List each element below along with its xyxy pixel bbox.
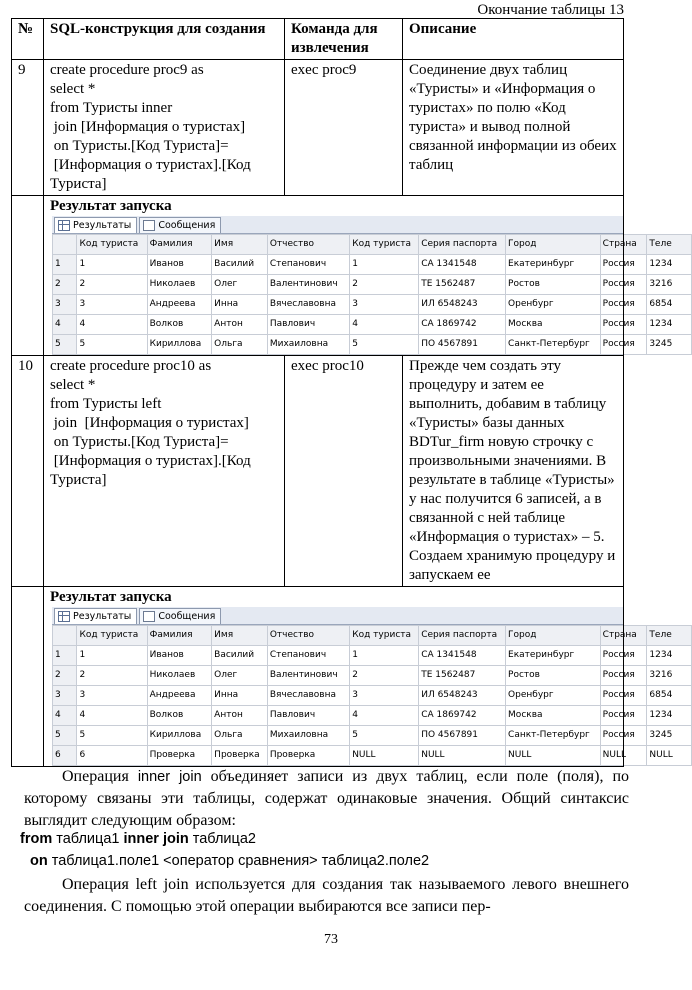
grid-cell[interactable]: 4: [350, 315, 419, 335]
tab-results[interactable]: [54, 608, 137, 624]
grid-cell[interactable]: 4: [350, 706, 419, 726]
grid-column-header[interactable]: Серия паспорта: [419, 235, 506, 255]
header-row: [12, 19, 624, 60]
grid-row[interactable]: [53, 295, 692, 315]
grid-cell[interactable]: Антон: [212, 706, 268, 726]
sql-code: [44, 356, 285, 587]
header-description: Описание: [403, 19, 624, 60]
grid-cell[interactable]: 1: [77, 646, 147, 666]
grid-cell[interactable]: NULL: [600, 746, 647, 766]
code-line: Туриста]: [50, 472, 107, 488]
grid-column-header[interactable]: Страна: [600, 626, 647, 646]
text: таблица1.поле1 <оператор сравнения> таблица2.поле2: [47, 853, 430, 869]
keyword: inner join: [123, 831, 189, 847]
grid-row[interactable]: [53, 255, 692, 275]
page-number: 73: [324, 932, 338, 947]
text: используется для создания так называемого левого внешнего соединения. С помощью этой операции выбираются все записи пер-: [24, 876, 630, 915]
procedures-table: [11, 18, 673, 767]
grid-cell[interactable]: Инна: [212, 686, 268, 706]
grid-cell[interactable]: Россия: [600, 706, 647, 726]
grid-cell[interactable]: ПО 4567891: [419, 335, 506, 355]
grid-cell[interactable]: 1234: [647, 646, 692, 666]
grid-cell[interactable]: ИЛ 6548243: [419, 686, 506, 706]
tab-messages[interactable]: [139, 217, 221, 233]
grid-cell[interactable]: 1: [350, 255, 419, 275]
grid-cell[interactable]: 6: [77, 746, 147, 766]
grid-cell[interactable]: 2: [350, 275, 419, 295]
grid-cell[interactable]: 2: [77, 666, 147, 686]
table-caption: Окончание таблицы 13: [477, 2, 624, 18]
grid-column-header[interactable]: Фамилия: [147, 235, 212, 255]
grid-cell[interactable]: 2: [350, 666, 419, 686]
results-grid: [52, 234, 692, 355]
exec-command: exec proc10: [285, 356, 403, 587]
grid-cell[interactable]: Москва: [506, 315, 601, 335]
result-cell: [44, 587, 673, 767]
grid-row[interactable]: [53, 686, 692, 706]
grid-row-number[interactable]: 2: [53, 666, 77, 686]
grid-cell[interactable]: 3: [350, 295, 419, 315]
grid-cell[interactable]: Россия: [600, 335, 647, 355]
grid-column-header[interactable]: Страна: [600, 235, 647, 255]
grid-cell[interactable]: Екатеринбург: [506, 646, 601, 666]
inline-code: left join: [135, 876, 189, 893]
grid-cell[interactable]: 6854: [647, 686, 692, 706]
grid-column-header[interactable]: Город: [506, 626, 601, 646]
grid-cell[interactable]: Василий: [212, 646, 268, 666]
description: Прежде чем создать эту процедуру и затем ее выполнить, добавим в таблицу «Туристы» базы данных BDTur_firm новую строчку с произвольными значениями. В результате в таблице «Туристы» у нас получится 6 записей, а в связанной с ней таблице «Информация о туристах» – 5. Создаем хранимую процедуру и запускаем ее: [403, 356, 624, 587]
grid-cell[interactable]: Волков: [147, 315, 212, 335]
grid-cell[interactable]: Россия: [600, 726, 647, 746]
grid-cell[interactable]: Вячеславовна: [267, 686, 349, 706]
grid-row-number[interactable]: 4: [53, 706, 77, 726]
grid-row-number[interactable]: 5: [53, 335, 77, 355]
grid-cell[interactable]: ПО 4567891: [419, 726, 506, 746]
grid-cell[interactable]: Проверка: [212, 746, 268, 766]
grid-cell[interactable]: Инна: [212, 295, 268, 315]
grid-column-header[interactable]: Теле: [647, 626, 692, 646]
grid-cell[interactable]: NULL: [350, 746, 419, 766]
grid-cell[interactable]: Проверка: [147, 746, 212, 766]
grid-cell[interactable]: Василий: [212, 255, 268, 275]
result-title: Результат запуска: [50, 589, 172, 605]
grid-row[interactable]: [53, 726, 692, 746]
grid-column-header[interactable]: Отчество: [267, 626, 349, 646]
tab-results[interactable]: [54, 217, 137, 233]
grid-cell[interactable]: 5: [77, 335, 147, 355]
grid-row-number[interactable]: 2: [53, 275, 77, 295]
grid-cell[interactable]: Россия: [600, 255, 647, 275]
grid-cell[interactable]: ТЕ 1562487: [419, 275, 506, 295]
grid-cell[interactable]: ТЕ 1562487: [419, 666, 506, 686]
grid-cell[interactable]: 3245: [647, 726, 692, 746]
grid-column-header[interactable]: Код туриста: [77, 235, 147, 255]
grid-cell[interactable]: Ольга: [212, 335, 268, 355]
code-line: join [Информация о туристах]: [50, 415, 249, 431]
grid-cell[interactable]: Волков: [147, 706, 212, 726]
grid-cell[interactable]: 3216: [647, 666, 692, 686]
grid-cell[interactable]: 3: [77, 686, 147, 706]
grid-row[interactable]: [53, 646, 692, 666]
code-line: create procedure proc9 as: [50, 62, 204, 78]
grid-cell[interactable]: Михаиловна: [267, 335, 349, 355]
keyword: from: [20, 831, 53, 847]
grid-column-header[interactable]: Код туриста: [77, 626, 147, 646]
grid-row[interactable]: [53, 335, 692, 355]
grid-row-number[interactable]: 1: [53, 255, 77, 275]
grid-column-header[interactable]: [53, 626, 77, 646]
grid-cell[interactable]: СА 1869742: [419, 315, 506, 335]
text: таблица2: [188, 831, 256, 847]
code-line: on Туристы.[Код Туриста]=: [50, 138, 229, 154]
exec-command: exec proc9: [285, 60, 403, 196]
grid-column-header[interactable]: Код туриста: [350, 235, 419, 255]
grid-cell[interactable]: Россия: [600, 295, 647, 315]
grid-row[interactable]: [53, 275, 692, 295]
table-row: [12, 356, 624, 587]
grid-icon: [58, 220, 70, 231]
code-line: Туриста]: [50, 176, 107, 192]
grid-cell[interactable]: Оренбург: [506, 686, 601, 706]
grid-column-header[interactable]: Имя: [212, 235, 268, 255]
grid-cell[interactable]: 6854: [647, 295, 692, 315]
grid-cell[interactable]: Ольга: [212, 726, 268, 746]
results-pane: [52, 216, 673, 355]
grid-cell[interactable]: Олег: [212, 275, 268, 295]
grid-cell[interactable]: Андреева: [147, 686, 212, 706]
results-pane: [52, 607, 673, 766]
grid-cell[interactable]: Михаиловна: [267, 726, 349, 746]
header-command: Команда для извлечения: [285, 19, 403, 60]
grid-cell[interactable]: Иванов: [147, 646, 212, 666]
tab-results-label: Результаты: [73, 220, 132, 231]
grid-cell[interactable]: 1234: [647, 706, 692, 726]
paragraph-inner-join: [24, 766, 629, 832]
sql-code: [44, 60, 285, 196]
grid-row-number[interactable]: 3: [53, 686, 77, 706]
grid-row[interactable]: [53, 315, 692, 335]
result-row: [12, 587, 624, 767]
grid-cell[interactable]: 5: [77, 726, 147, 746]
grid-cell[interactable]: 1: [77, 255, 147, 275]
tab-messages[interactable]: [139, 608, 221, 624]
tab-messages-label: Сообщения: [158, 611, 216, 622]
header-number: №: [12, 19, 44, 60]
grid-cell[interactable]: Степанович: [267, 646, 349, 666]
grid-cell[interactable]: Валентинович: [267, 275, 349, 295]
syntax-line-from: [20, 831, 256, 847]
grid-cell[interactable]: Павлович: [267, 706, 349, 726]
grid-cell[interactable]: Екатеринбург: [506, 255, 601, 275]
grid-cell[interactable]: Оренбург: [506, 295, 601, 315]
grid-row-number[interactable]: 6: [53, 746, 77, 766]
grid-cell[interactable]: 4: [77, 706, 147, 726]
code-line: on Туристы.[Код Туриста]=: [50, 434, 229, 450]
grid-row[interactable]: [53, 666, 692, 686]
grid-header-row: [53, 626, 692, 646]
message-icon: [143, 220, 155, 231]
grid-cell[interactable]: Россия: [600, 646, 647, 666]
grid-cell[interactable]: Степанович: [267, 255, 349, 275]
text: объединяет записи из двух таблиц, если поле (поля), по которому связаны эти таблицы, содержат одинаковые значения. Общий синтаксис выглядит следующим образом:: [24, 768, 630, 829]
code-line: create procedure proc10 as: [50, 358, 212, 374]
results-tabs: [52, 607, 623, 625]
grid-cell[interactable]: 2: [77, 275, 147, 295]
grid-column-header[interactable]: Теле: [647, 235, 692, 255]
grid-row-number[interactable]: 4: [53, 315, 77, 335]
grid-icon: [58, 611, 70, 622]
grid-cell[interactable]: СА 1341548: [419, 646, 506, 666]
grid-cell[interactable]: 3: [77, 295, 147, 315]
grid-column-header[interactable]: Серия паспорта: [419, 626, 506, 646]
syntax-line-on: [30, 853, 429, 869]
row-number: 10: [12, 356, 44, 587]
grid-cell[interactable]: Россия: [600, 275, 647, 295]
code-line: [Информация о туристах].[Код: [50, 157, 251, 173]
message-icon: [143, 611, 155, 622]
text: Операция: [62, 768, 138, 785]
grid-row-number[interactable]: 5: [53, 726, 77, 746]
grid-cell[interactable]: NULL: [506, 746, 601, 766]
grid-cell[interactable]: NULL: [647, 746, 692, 766]
grid-cell[interactable]: 4: [77, 315, 147, 335]
code-line: from Туристы inner: [50, 100, 173, 116]
grid-cell[interactable]: Москва: [506, 706, 601, 726]
grid-column-header[interactable]: Фамилия: [147, 626, 212, 646]
grid-cell[interactable]: 5: [350, 335, 419, 355]
grid-row[interactable]: [53, 706, 692, 726]
grid-cell[interactable]: Кириллова: [147, 726, 212, 746]
header-sql: SQL-конструкция для создания: [44, 19, 285, 60]
grid-cell[interactable]: Санкт-Петербург: [506, 726, 601, 746]
paragraph-left-join: [24, 874, 629, 918]
grid-row-number[interactable]: 3: [53, 295, 77, 315]
grid-cell[interactable]: 3216: [647, 275, 692, 295]
results-grid: [52, 625, 692, 766]
result-cell: [44, 196, 673, 356]
grid-cell[interactable]: Иванов: [147, 255, 212, 275]
grid-cell[interactable]: Павлович: [267, 315, 349, 335]
grid-row-number[interactable]: 1: [53, 646, 77, 666]
grid-cell[interactable]: Проверка: [267, 746, 349, 766]
grid-cell[interactable]: 1234: [647, 255, 692, 275]
tab-results-label: Результаты: [73, 611, 132, 622]
empty-cell: [12, 587, 44, 767]
grid-cell[interactable]: 5: [350, 726, 419, 746]
grid-cell[interactable]: 3: [350, 686, 419, 706]
text: Операция: [62, 876, 136, 893]
grid-cell[interactable]: Ростов: [506, 666, 601, 686]
result-row: [12, 196, 624, 356]
grid-cell[interactable]: Россия: [600, 315, 647, 335]
grid-cell[interactable]: Россия: [600, 686, 647, 706]
description: Соединение двух таблиц «Туристы» и «Информация о туристах» по полю «Код туриста» и вывод полной связанной информации из обеих таблиц: [403, 60, 624, 196]
grid-column-header[interactable]: [53, 235, 77, 255]
grid-cell[interactable]: Валентинович: [267, 666, 349, 686]
grid-cell[interactable]: Россия: [600, 666, 647, 686]
grid-cell[interactable]: Николаев: [147, 275, 212, 295]
grid-row[interactable]: [53, 746, 692, 766]
grid-cell[interactable]: NULL: [419, 746, 506, 766]
grid-cell[interactable]: ИЛ 6548243: [419, 295, 506, 315]
code-line: select *: [50, 377, 96, 393]
text: таблица1: [52, 831, 124, 847]
grid-cell[interactable]: Олег: [212, 666, 268, 686]
grid-cell[interactable]: Антон: [212, 315, 268, 335]
grid-column-header[interactable]: Отчество: [267, 235, 349, 255]
results-tabs: [52, 216, 623, 234]
code-line: [Информация о туристах].[Код: [50, 453, 251, 469]
grid-cell[interactable]: СА 1869742: [419, 706, 506, 726]
tab-messages-label: Сообщения: [158, 220, 216, 231]
code-line: from Туристы left: [50, 396, 162, 412]
keyword: on: [30, 853, 48, 869]
grid-column-header[interactable]: Код туриста: [350, 626, 419, 646]
grid-column-header[interactable]: Имя: [212, 626, 268, 646]
grid-cell[interactable]: СА 1341548: [419, 255, 506, 275]
result-title: Результат запуска: [50, 198, 172, 214]
grid-cell[interactable]: Андреева: [147, 295, 212, 315]
grid-cell[interactable]: 3245: [647, 335, 692, 355]
grid-cell[interactable]: Вячеславовна: [267, 295, 349, 315]
grid-cell[interactable]: 1: [350, 646, 419, 666]
grid-cell[interactable]: Кириллова: [147, 335, 212, 355]
grid-cell[interactable]: 1234: [647, 315, 692, 335]
grid-header-row: [53, 235, 692, 255]
grid-cell[interactable]: Николаев: [147, 666, 212, 686]
code-line: select *: [50, 81, 96, 97]
grid-column-header[interactable]: Город: [506, 235, 601, 255]
inline-code: inner join: [137, 769, 202, 785]
table-row: [12, 60, 624, 196]
code-line: join [Информация о туристах]: [50, 119, 246, 135]
row-number: 9: [12, 60, 44, 196]
grid-cell[interactable]: Ростов: [506, 275, 601, 295]
grid-cell[interactable]: Санкт-Петербург: [506, 335, 601, 355]
empty-cell: [12, 196, 44, 356]
